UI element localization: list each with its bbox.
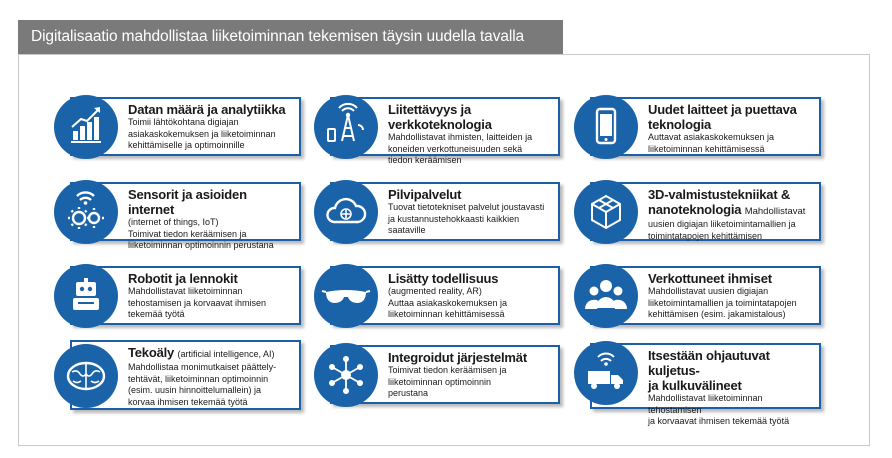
card-autonomous-vehicles — [590, 343, 821, 426]
card-title: Liitettävyys ja verkkoteknologia — [388, 102, 492, 132]
card-title: Lisätty todellisuus — [388, 271, 499, 286]
card-title: teknologia — [648, 117, 712, 132]
cloud-icon — [314, 180, 378, 244]
card-desc-line: liiketoiminnan kehittämisessä — [648, 143, 765, 154]
card-networked-people — [590, 266, 821, 325]
card-desc-line: kehittämiselle ja optimoinnille — [128, 140, 245, 150]
card-title-part: Tekoäly — [128, 345, 175, 360]
3d-cube-icon — [574, 180, 638, 244]
card-desc-line: Tuovat tietotekniset palvelut joustavasti — [388, 202, 545, 212]
card-desc-line: liiketoimintamallien ja toimintatapojen — [648, 297, 797, 308]
card-desc-line: Mahdollistavat ihmisten, laitteiden ja — [388, 132, 533, 142]
card-title: Datan määrä ja analytiikka — [128, 102, 286, 117]
card-title: Verkottuneet ihmiset — [648, 271, 772, 286]
card-desc-line: liiketoiminnan kehittämisessä — [388, 309, 505, 319]
card-desc-line: ja korvaavat ihmisen tekemää työtä — [648, 416, 790, 426]
analytics-chart-icon — [54, 95, 118, 159]
card-desc-line: tehostamisen ja korvaavat ihmisen — [128, 297, 267, 308]
card-desc-line: liiketoiminnan optimoinnin perustana — [128, 240, 274, 250]
card-sensors-iot — [70, 182, 301, 250]
card-desc-line: kehittämisen (esim. jakamistalous) — [648, 309, 786, 319]
card-desc-line: tekemää työtä — [128, 309, 185, 319]
card-data-analytics — [70, 97, 301, 156]
card-title: Sensorit ja asioiden internet — [128, 187, 247, 217]
smartphone-icon — [574, 95, 638, 159]
card-title: Uudet laitteet ja puettava — [648, 102, 797, 117]
network-tower-icon — [314, 95, 378, 159]
card-title-suffix: Mahdollistavat — [744, 206, 806, 217]
card-artificial-intelligence — [70, 340, 301, 410]
card-desc-line: Mahdollistavat liiketoiminnan — [128, 286, 243, 296]
card-title — [648, 202, 816, 219]
card-desc-line: asiakaskokemuksen ja liiketoiminnan — [128, 128, 276, 139]
card-desc-line: korvaa ihmisen tekemää työtä — [128, 396, 248, 407]
card-desc-line: Auttaa asiakaskokemuksen ja — [388, 297, 508, 308]
card-desc-line: uusien digiajan liiketoimintamallien ja — [648, 219, 796, 229]
card-desc-line: Auttavat asiakaskokemuksen ja — [648, 132, 775, 142]
card-title-part: nanoteknologia — [648, 202, 742, 217]
card-new-devices — [590, 97, 821, 156]
card-desc-line: Mahdollistaa monimutkaiset päättely- — [128, 362, 277, 372]
card-desc-line: ja kustannustehokkaasti kaikkien — [388, 213, 520, 224]
card-desc-line: (esim. uusin hinnoittelumallein) ja — [128, 385, 262, 395]
card-desc-line: toimintatapojen kehittämisen — [648, 230, 763, 241]
card-desc-line: (internet of things, IoT) — [128, 217, 219, 227]
autonomous-truck-icon — [574, 341, 638, 405]
card-desc-line: tiedon keräämisen — [388, 155, 462, 165]
card-title: Integroidut järjestelmät — [388, 350, 527, 365]
card-title: Robotit ja lennokit — [128, 271, 238, 286]
card-augmented-reality — [330, 266, 560, 325]
card-desc-line: saataville — [388, 225, 426, 235]
iot-gears-icon — [54, 180, 118, 244]
brain-icon — [54, 344, 118, 408]
card-cloud-services — [330, 182, 560, 241]
card-desc-line: Mahdollistavat liiketoiminnan tehostamisen — [648, 393, 763, 415]
card-title: ja kulkuvälineet — [648, 378, 742, 393]
robot-icon — [54, 264, 118, 328]
card-title-suffix: (artificial intelligence, AI) — [177, 349, 275, 359]
ar-glasses-icon — [314, 264, 378, 328]
card-connectivity — [330, 97, 560, 165]
network-nodes-icon — [314, 343, 378, 407]
card-title: 3D-valmistustekniikat & — [648, 187, 791, 202]
card-robots-drones — [70, 266, 301, 325]
card-title: Itsestään ohjautuvat kuljetus- — [648, 348, 770, 378]
card-title — [128, 345, 296, 362]
card-desc-line: tehtävät, liiketoiminnan optimoinnin — [128, 373, 269, 384]
people-icon — [574, 264, 638, 328]
card-desc-line: Mahdollistavat uusien digiajan — [648, 286, 769, 296]
card-desc-line: Toimii lähtökohtana digiajan — [128, 117, 239, 127]
card-desc-line: (augmented reality, AR) — [388, 286, 482, 296]
card-title: Pilvipalvelut — [388, 187, 462, 202]
card-desc-line: perustana — [388, 388, 429, 398]
card-3d-nano — [590, 182, 821, 241]
card-desc-line: liiketoiminnan optimoinnin — [388, 376, 492, 387]
page-title: Digitalisaatio mahdollistaa liiketoiminnan tekemisen täysin uudella tavalla — [18, 20, 563, 54]
card-integrated-systems — [330, 345, 560, 404]
card-desc-line: koneiden verkottuneisuuden sekä — [388, 143, 523, 154]
card-desc-line: Toimivat tiedon keräämisen ja — [388, 365, 507, 375]
card-desc-line: Toimivat tiedon keräämisen ja — [128, 228, 247, 239]
